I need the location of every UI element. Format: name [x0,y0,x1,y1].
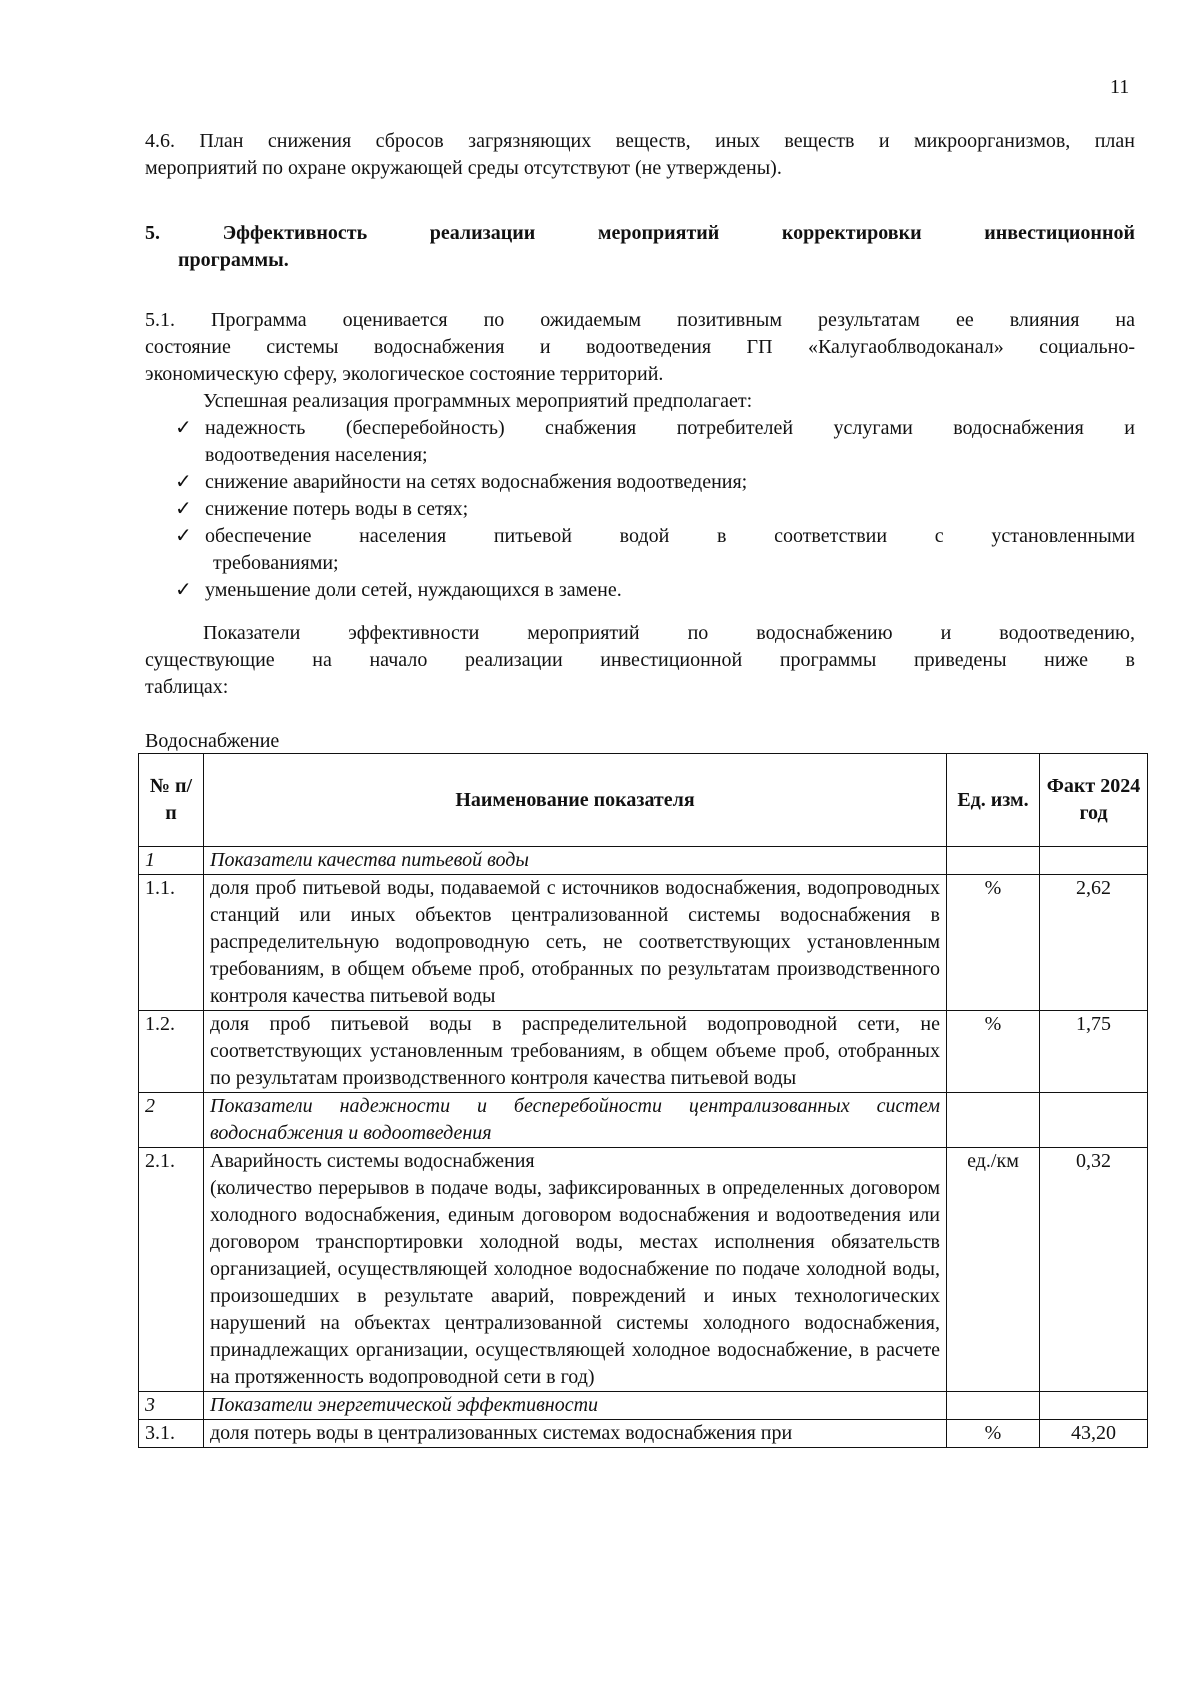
paragraph-5-1-line3: экономическую сферу, экологическое состояние территорий. [145,363,664,385]
section-5-heading [145,220,1135,274]
table-section-row [139,847,1148,875]
row-number: 3 [139,1392,204,1420]
header-number: № п/п [139,754,204,847]
header-unit: Ед. изм. [947,754,1040,847]
row-name: Показатели качества питьевой воды [204,847,947,875]
row-number: 2 [139,1093,204,1148]
row-value: 2,62 [1040,875,1148,1011]
header-value: Факт 2024 год [1040,754,1148,847]
row-unit: ед./км [947,1148,1040,1392]
row-name: доля проб питьевой воды, подаваемой с источников водоснабжения, водопроводных станций или иных объектов централизованной системы водоснабжения в распределительную водопроводную сеть, не соответствующих установленным требованиям, в общем объеме проб, отобранных по результатам производственного контроля качества питьевой воды [204,875,947,1011]
checkmark-icon: ✓ [175,525,192,547]
checklist-item [175,577,1135,604]
paragraph-5-1-line1: 5.1. Программа оценивается по ожидаемым позитивным результатам ее влияния на [145,309,1135,331]
row-value [1040,847,1148,875]
row-value: 43,20 [1040,1420,1148,1448]
section-4-6-line2: мероприятий по охране окружающей среды отсутствуют (не утверждены). [145,157,782,179]
table-header-row [139,754,1148,847]
row-name [204,1148,947,1392]
checkmark-icon: ✓ [175,417,192,439]
row-number: 1 [139,847,204,875]
checklist-item-line2: требованиями; [213,552,339,574]
row-unit [947,1093,1040,1148]
checklist-item [175,415,1135,469]
checklist-item-line2: водоотведения населения; [205,444,428,466]
checkmark-icon: ✓ [175,471,192,493]
row-number: 1.1. [139,875,204,1011]
row-name: Показатели надежности и бесперебойности централизованных систем водоснабжения и водоотведения [204,1093,947,1148]
row-name: доля потерь воды в централизованных системах водоснабжения при [204,1420,947,1448]
checklist-item-line1: снижение аварийности на сетях водоснабжения водоотведения; [205,471,748,493]
table-row [139,875,1148,1011]
section-5-1-paragraph [145,307,1135,415]
row-unit: % [947,875,1040,1011]
checkmark-icon: ✓ [175,498,192,520]
row-name: доля проб питьевой воды в распределительной водопроводной сети, не соответствующих установленным требованиям, в общем объеме проб, отобранных по результатам производственного контроля качества питьевой воды [204,1011,947,1093]
tables-intro-line3: таблицах: [145,676,229,698]
table-row [139,1011,1148,1093]
paragraph-implementation-intro: Успешная реализация программных мероприятий предполагает: [203,390,753,412]
row-value: 0,32 [1040,1148,1148,1392]
row-unit: % [947,1420,1040,1448]
table-row [139,1148,1148,1392]
row-unit: % [947,1011,1040,1093]
row-value [1040,1093,1148,1148]
tables-intro-line1: Показатели эффективности мероприятий по водоснабжению и водоотведению, [203,622,1135,644]
row-unit [947,847,1040,875]
row-value [1040,1392,1148,1420]
row-value: 1,75 [1040,1011,1148,1093]
table-caption: Водоснабжение [145,730,280,752]
row-number: 2.1. [139,1148,204,1392]
table-row [139,1420,1148,1448]
row-number: 3.1. [139,1420,204,1448]
table-section-row [139,1093,1148,1148]
checkmark-icon: ✓ [175,579,192,601]
checklist-item-line1: снижение потерь воды в сетях; [205,498,469,520]
checklist-item-line1: уменьшение доли сетей, нуждающихся в замене. [205,579,622,601]
section-4-6 [145,128,1135,182]
row-name-details: (количество перерывов в подаче воды, зафиксированных в определенных договором холодного водоснабжения, единым договором водоснабжения и водоотведения или договором транспортировки холодной воды, местах исполнения обязательств организацией, осуществляющей холодное водоснабжение по подаче холодной воды, произошедших в результате аварий, повреждений и иных технологических нарушений на объектах централизованной системы холодного водоснабжения, принадлежащих организации, осуществляющей холодное водоснабжение, в расчете на протяженность водопроводной сети в год) [210,1177,940,1388]
checklist-item [175,469,1135,496]
row-name-title: Аварийность системы водоснабжения [210,1150,535,1172]
section-4-6-line1: 4.6. План снижения сбросов загрязняющих веществ, иных веществ и микроорганизмов, план [145,130,1135,152]
indicators-table [138,753,1148,1448]
expected-results-checklist [175,415,1135,604]
section-5-tables-intro [145,620,1135,701]
page-number: 11 [1110,76,1130,98]
checklist-item-line1: обеспечение населения питьевой водой в соответствии с установленными [205,525,1135,547]
paragraph-5-1-line2: состояние системы водоснабжения и водоотведения ГП «Калугаоблводоканал» социально- [145,336,1135,358]
checklist-item-line1: надежность (бесперебойность) снабжения потребителей услугами водоснабжения и [205,417,1135,439]
tables-intro-line2: существующие на начало реализации инвестиционной программы приведены ниже в [145,649,1135,671]
row-unit [947,1392,1040,1420]
section-5-heading-line1: 5. Эффективность реализации мероприятий корректировки инвестиционной [145,222,1135,244]
header-name: Наименование показателя [204,754,947,847]
section-5-heading-line2: программы. [178,249,289,271]
checklist-item [175,523,1135,577]
table-section-row [139,1392,1148,1420]
row-name: Показатели энергетической эффективности [204,1392,947,1420]
checklist-item [175,496,1135,523]
row-number: 1.2. [139,1011,204,1093]
